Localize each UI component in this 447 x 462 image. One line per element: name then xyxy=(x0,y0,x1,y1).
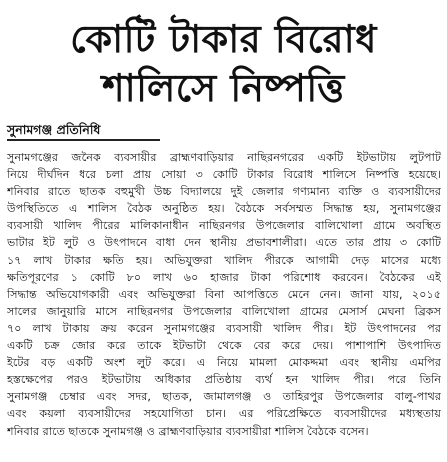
body-line: শনিবার রাতে ছাতকে সুনামগঞ্জ ও ব্রাহ্মণবাড়িয়ার ব্যবসায়ীরা শালিস বৈঠকে বসেন। xyxy=(7,424,369,438)
body-line: ব্যবসায়ী খালিদ পীরের মালিকানাধীন নাছিরনগর উপজেলার বালিখোলা গ্রামে অবস্থিত xyxy=(7,219,441,233)
byline-underline xyxy=(7,139,160,141)
body-line: সিদ্ধান্ত অভিযোগকারী এবং অভিযুক্তরা বিনা আপত্তিতে মেনে নেন। জানা যায়, ২০১৫ xyxy=(7,287,441,301)
body-line: ১৭ লাখ টাকার ক্ষতি হয়। অভিযুক্তরা খালিদ পীরকে আগামী দেড় মাসের মধ্যে xyxy=(7,253,441,267)
headline-line-1: কোটি টাকার বিরোধ xyxy=(70,17,377,61)
body-line: সুনামগঞ্জের জনৈক ব্যবসায়ীর ব্রাহ্মণবাড়িয়ার নাছিরনগরের একটি ইটভাটায় লুটপাট xyxy=(7,151,441,164)
body-line: উপস্থিতিতে এ শালিস বৈঠক অনুষ্ঠিত হয়। বৈঠকে সর্বসম্মত সিদ্ধান্ত হয়, সুনামগঞ্জের xyxy=(7,202,441,216)
article-body xyxy=(7,149,441,440)
body-line: সুনামগঞ্জ চেম্বার এবং সদর, ছাতক, জামালগঞ্জ ও তাহিরপুর উপজেলার বালু-পাথর xyxy=(7,390,441,404)
body-line: সালের জানুয়ারি মাসে নাছিরনগর উপজেলার বালিখোলা গ্রামের মেসার্স মেঘনা ব্রিকস xyxy=(7,304,441,318)
body-line: নিয়ে দীর্ঘদিন ধরে চলা প্রায় সোয়া ৩ কোটি টাকার বিরোধ শালিসে নিষ্পত্তি হয়েছে। xyxy=(7,168,441,182)
byline: সুনামগঞ্জ প্রতিনিধি xyxy=(7,122,101,137)
body-line: ক্ষতিপূরণের ১ কোটি ৮০ লাখ ৬০ হাজার টাকা পরিশোধ করবেন। বৈঠকের এই xyxy=(7,270,441,284)
body-line: শনিবার রাতে ছাতক বহুমুখী উচ্চ বিদ্যালয়ে দুই জেলার গণ্যমান্য ব্যক্তি ও ব্যবসায়ীদের xyxy=(7,185,441,199)
body-line: এবং কয়লা ব্যবসায়ীদের সহযোগিতা চান। এর পরিপ্রেক্ষিতে ব্যবসায়ীদের মধ্যস্থতায় xyxy=(7,407,441,421)
body-line: ইটের বড় একটি অংশ লুট করে। এ নিয়ে মামলা মোকদ্দমা এবং স্থানীয় এমপির xyxy=(7,356,441,370)
body-line: একটি চক্র জোর করে তাকে ইটভাটা থেকে বের করে দেয়। পাশাপাশি উৎপাদিত xyxy=(7,339,441,353)
body-line: ৭০ লাখ টাকায় ক্রয় করেন সুনামগঞ্জের ব্যবসায়ী খালিদ পীর। ইট উৎপাদনের পর xyxy=(7,321,441,335)
body-line: ভাটার ইট লুট ও উৎপাদনে বাধা দেন স্থানীয় প্রভাবশালীরা। এতে তার প্রায় ৩ কোটি xyxy=(7,236,441,250)
body-line: হস্তক্ষেপের পরও ইটভাটায় অধিকার প্রতিষ্ঠায় ব্যর্থ হন খালিদ পীর। পরে তিনি xyxy=(7,373,441,387)
headline-line-2: শালিসে নিষ্পত্তি xyxy=(102,66,345,110)
byline-block xyxy=(7,122,167,141)
